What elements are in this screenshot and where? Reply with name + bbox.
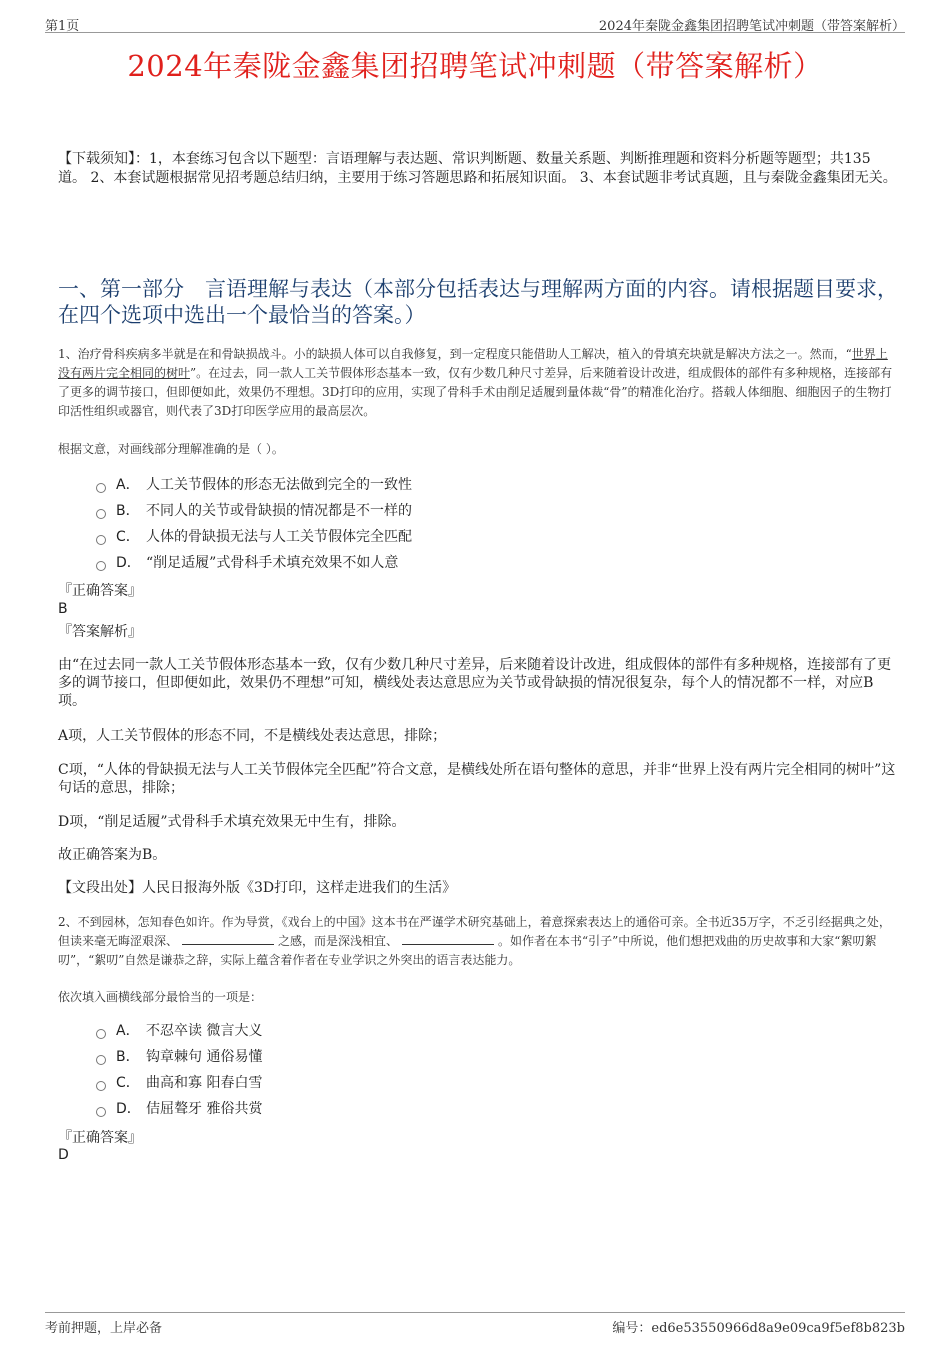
question-2-option-b[interactable]: B． 钩章棘句 通俗易懂 [96,1044,796,1070]
section-title: 一、第一部分 言语理解与表达（本部分包括表达与理解两方面的内容。请根据题目要求，在四个选项中选出一个最恰当的答案。） [58,277,898,327]
question-2-stem [58,913,898,970]
page-number: 第1页 [45,19,80,34]
question-1-option-a[interactable]: A． 人工关节假体的形态无法做到完全的一致性 [96,472,796,498]
question-2-answer: D [58,1147,69,1163]
radio-icon[interactable] [96,509,106,519]
question-1-answer-label: 『正确答案』 [58,583,142,599]
question-1-underlined: 世界上没有两片完全相同的树叶 [58,347,888,380]
question-1-source: 【文段出处】人民日报海外版《3D打印，这样走进我们的生活》 [58,880,457,896]
question-1-stem-part-a: 1、治疗骨科疾病多半就是在和骨缺损战斗。小的缺损人体可以自我修复，到一定程度只能借助人工解决，植入的骨填充块就是解决方法之一。然而，“ [58,347,852,361]
question-1-ask: 根据文意，对画线部分理解准确的是（ ）。 [58,442,284,456]
radio-icon[interactable] [96,483,106,493]
question-2-stem-part-c: 。如作者在本书“引子”中所说，他们想把戏曲的历史故事和大家“絮叨絮叨”，“絮叨”自然是谦恭之辞，实际上蕴含着作者在专业学识之外突出的语言表达能力。 [58,934,877,967]
question-2-ask: 依次填入画横线部分最恰当的一项是： [58,990,263,1004]
document-title: 2024年秦陇金鑫集团招聘笔试冲刺题（带答案解析） [127,49,823,83]
radio-icon[interactable] [96,535,106,545]
question-1-option-d[interactable]: D． “削足适履”式骨科手术填充效果不如人意 [96,550,796,576]
footer-serial: 编号：ed6e53550966d8a9e09ca9f5ef8b823b [612,1321,905,1336]
question-2-stem-part-b: 之感，而是深浅相宜、 [278,934,399,948]
question-2-blank-1 [182,932,274,945]
radio-icon[interactable] [96,1029,106,1039]
download-notice: 【下载须知】：1，本套练习包含以下题型：言语理解与表达题、常识判断题、数量关系题、判断推理题和资料分析题等题型；共135道。 2、本套试题根据常见招考题总结归纳，主要用于练习答题思路和拓展知识面。 3、本套试题非考试真题，且与秦陇金鑫集团无关。 [58,151,897,186]
header-doc-title: 2024年秦陇金鑫集团招聘笔试冲刺题（带答案解析） [598,19,905,34]
question-1-stem [58,345,898,421]
page-footer [45,1312,905,1335]
footer-slogan: 考前押题，上岸必备 [45,1321,163,1336]
question-2-options [96,1018,796,1122]
question-2-option-a[interactable]: A． 不忍卒读 微言大义 [96,1018,796,1044]
radio-icon[interactable] [96,561,106,571]
question-1-stem-part-b: ”。在过去，同一款人工关节假体形态基本一致，仅有少数几种尺寸差异，后来随着设计改进，组成假体的部件有多种规格，连接部有了更多的调节接口，但即便如此，效果仍不理想。3D打印的应用，实现了骨科手术由削足适履到量体裁“骨”的精准化治疗。搭载人体细胞、细胞因子的生物打印活性组织或器官，则代表了3D打印医学应用的最高层次。 [58,366,893,418]
question-1-analysis-5: 故正确答案为B。 [58,847,167,863]
question-1-analysis-1: 由“在过去同一款人工关节假体形态基本一致，仅有少数几种尺寸差异，后来随着设计改进，组成假体的部件有多种规格，连接部有了更多的调节接口，但即便如此，效果仍不理想”可知，横线处表达意思应为关节或骨缺损的情况很复杂，每个人的情况都不一样，对应B项。 [58,657,892,709]
question-2-answer-label: 『正确答案』 [58,1130,142,1146]
question-1-options [96,472,796,576]
question-2-option-d[interactable]: D． 佶屈聱牙 雅俗共赏 [96,1096,796,1122]
question-2-stem-part-a: 2、不到园林，怎知春色如许。作为导赏，《戏台上的中国》这本书在严谨学术研究基础上，着意探索表达上的通俗可亲。全书近35万字，不乏引经据典之处，但读来毫无晦涩艰深、 [58,915,891,948]
question-2-blank-2 [402,932,494,945]
page-header [45,12,905,33]
question-1-analysis-3: C项，“人体的骨缺损无法与人工关节假体完全匹配”符合文意，是横线处所在语句整体的意思，并非“世界上没有两片完全相同的树叶”这句话的意思，排除； [58,762,896,796]
radio-icon[interactable] [96,1055,106,1065]
radio-icon[interactable] [96,1081,106,1091]
question-1-analysis-2: A项，人工关节假体的形态不同，不是横线处表达意思，排除； [58,728,447,744]
question-1-analysis-label: 『答案解析』 [58,624,142,640]
question-1-option-c[interactable]: C． 人体的骨缺损无法与人工关节假体完全匹配 [96,524,796,550]
question-1-option-b[interactable]: B． 不同人的关节或骨缺损的情况都是不一样的 [96,498,796,524]
radio-icon[interactable] [96,1107,106,1117]
question-1-analysis-4: D项，“削足适履”式骨科手术填充效果无中生有，排除。 [58,814,406,830]
question-2-option-c[interactable]: C． 曲高和寡 阳春白雪 [96,1070,796,1096]
question-1-answer: B [58,601,68,617]
